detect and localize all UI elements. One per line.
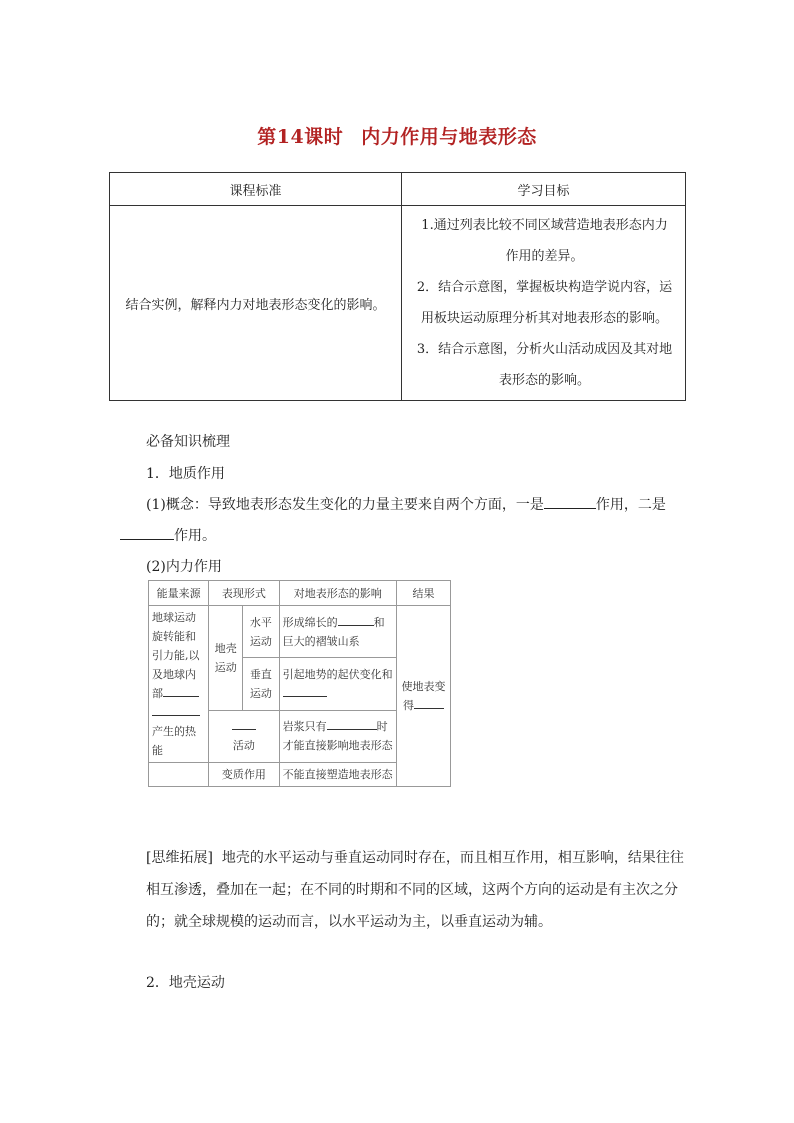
concept-line-2: 作用。	[120, 525, 216, 545]
energy-cell: 地球运动旋转能和引力能,以及地球内部 产生的热能	[149, 606, 209, 763]
blank-field	[544, 494, 596, 509]
item1-heading: 1．地质作用	[146, 466, 225, 482]
goal-line: 表形态的影响。	[498, 373, 590, 388]
blank-field	[163, 685, 199, 697]
col-effect: 对地表形态的影响	[279, 581, 396, 606]
thinking-extension	[146, 842, 686, 938]
blank-field	[120, 525, 174, 540]
blank-field	[338, 614, 374, 626]
standards-table	[109, 172, 686, 401]
blank-field	[327, 718, 377, 730]
lesson-topic: 内力作用与地表形态	[361, 126, 537, 148]
crust-movement-cell: 地壳运动	[209, 606, 243, 711]
item1-2-heading: (2)内力作用	[146, 559, 222, 575]
magma-effect-cell: 岩浆只有 时才能直接影响地表形态	[279, 710, 396, 762]
blank-field	[414, 697, 444, 709]
blank-field	[283, 685, 327, 697]
item2-heading: 2．地壳运动	[146, 975, 225, 991]
header-standard: 课程标准	[110, 173, 402, 206]
goal-line: 3．结合示意图，分析火山活动成因及其对地	[416, 342, 673, 357]
blank-field	[232, 718, 256, 730]
result-cell: 使地表变得	[396, 606, 450, 787]
lesson-number: 第14课时	[257, 126, 344, 148]
magma-activity-cell: 活动	[209, 710, 279, 762]
extension-label: [思维拓展]	[146, 850, 213, 866]
section-heading: 必备知识梳理	[146, 434, 230, 450]
goals-cell	[402, 206, 686, 401]
vertical-effect-cell: 引起地势的起伏变化和	[279, 658, 396, 710]
blank-field	[152, 704, 200, 716]
horizontal-movement-cell: 水平运动	[243, 606, 279, 658]
concept-line-1: (1)概念：导致地表形态发生变化的力量主要来自两个方面，一是 作用，二是	[146, 494, 666, 514]
goal-line: 用板块运动原理分析其对地表形态的影响。	[420, 311, 668, 326]
horizontal-effect-cell: 形成绵长的 和巨大的褶皱山系	[279, 606, 396, 658]
col-result: 结果	[396, 581, 450, 606]
energy-empty-cell	[149, 763, 209, 787]
metamorphism-cell: 变质作用	[209, 763, 279, 787]
internal-force-table	[148, 580, 451, 787]
page-title	[0, 122, 794, 149]
metamorphism-effect-cell: 不能直接塑造地表形态	[279, 763, 396, 787]
goal-line: 2．结合示意图，掌握板块构造学说内容，运	[416, 280, 673, 295]
header-goals: 学习目标	[402, 173, 686, 206]
vertical-movement-cell: 垂直运动	[243, 658, 279, 710]
col-form: 表现形式	[209, 581, 279, 606]
standard-cell: 结合实例，解释内力对地表形态变化的影响。	[110, 206, 402, 401]
extension-text: 地壳的水平运动与垂直运动同时存在，而且相互作用，相互影响，结果往往相互渗透，叠加在一起；在不同的时期和不同的区域，这两个方向的运动是有主次之分的；就全球规模的运动而言，以水平运动为主，以垂直运动为辅。	[146, 850, 684, 930]
goal-line: 作用的差异。	[505, 249, 584, 264]
goal-line: 1.通过列表比较不同区域营造地表形态内力	[421, 218, 668, 233]
col-energy: 能量来源	[149, 581, 209, 606]
